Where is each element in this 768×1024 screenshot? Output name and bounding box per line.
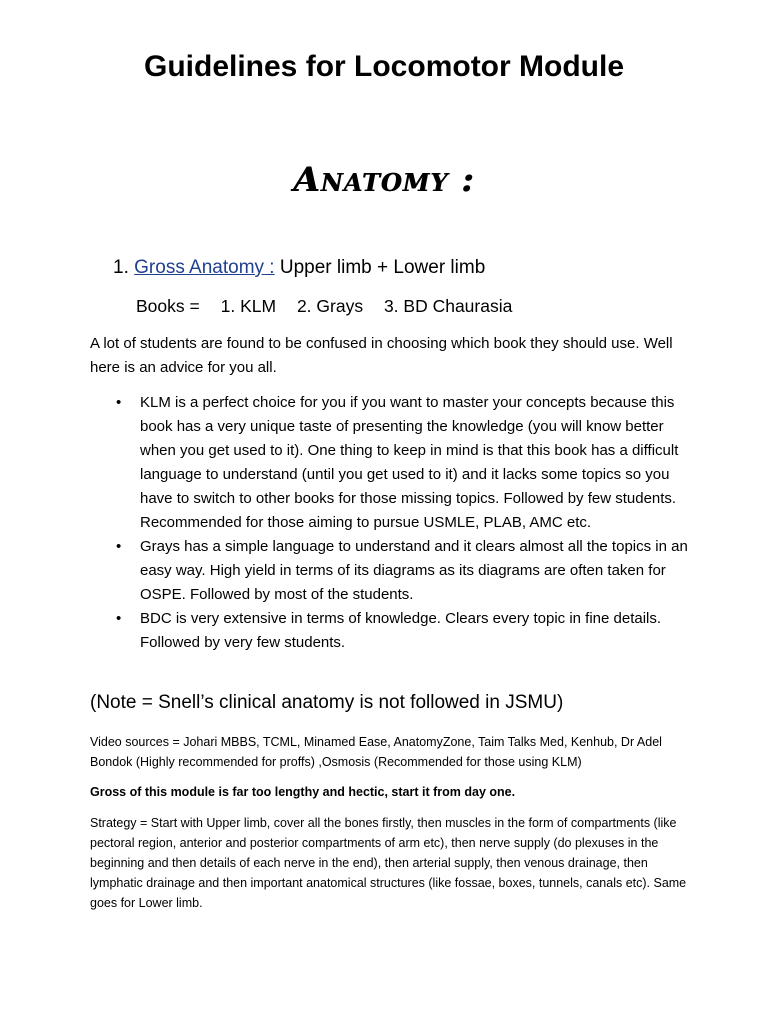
gross-anatomy-item — [113, 257, 485, 279]
list-item — [90, 535, 690, 607]
intro-paragraph: A lot of students are found to be confused in choosing which book they should use. Well here is an advice for you all. — [90, 335, 673, 376]
section-heading: Anatomy : — [293, 160, 475, 200]
book-klm: 1. KLM — [220, 296, 277, 316]
book-grays: 2. Grays — [296, 296, 364, 316]
page-title: Guidelines for Locomotor Module — [144, 50, 624, 83]
list-item-text: BDC is very extensive in terms of knowledge. Clears every topic in fine details. Followed by very few students. — [140, 610, 662, 651]
list-item — [90, 391, 690, 535]
book-advice-list — [90, 391, 690, 655]
list-item-text: Grays has a simple language to understand and it clears almost all the topics in an easy way. High yield in terms of its diagrams as its diagrams are often taken for OSPE. Followed by most of the students. — [140, 538, 688, 603]
item-number: 1. — [113, 257, 129, 278]
gross-warning: Gross of this module is far too lengthy and hectic, start it from day one. — [90, 785, 516, 799]
list-item-text: KLM is a perfect choice for you if you want to master your concepts because this book has a very unique taste of presenting the knowledge (you will know better when you get used to it). One thing to keep in mind is that this book has a difficult language to understand (until you get used to it) and it lacks some topics so you have to switch to other books for those missing topics. Followed by few students. Recommended for those aiming to pursue USMLE, PLAB, AMC etc. — [140, 394, 679, 531]
bullet-icon: • — [116, 610, 122, 627]
book-bdc: 3. BD Chaurasia — [383, 296, 513, 316]
gross-anatomy-link[interactable]: Gross Anatomy : — [134, 257, 275, 278]
books-line — [136, 296, 528, 317]
list-item — [90, 607, 690, 655]
strategy-paragraph: Strategy = Start with Upper limb, cover all the bones firstly, then muscles in the form of compartments (like pectoral region, anterior and posterior compartments of arm etc), then nerve supply (do plexuses in the beginning and then details of each nerve in the end), then arterial supply, then venous drainage, then lymphatic drainage and then important anatomical structures (like fossae, boxes, tunnels, canals etc). Same goes for Lower limb. — [90, 816, 687, 910]
books-label: Books = — [136, 296, 200, 316]
video-sources: Video sources = Johari MBBS, TCML, Minamed Ease, AnatomyZone, Taim Talks Med, Kenhub, Dr Adel Bondok (Highly recommended for proffs) ,Osmosis (Recommended for those using KLM) — [90, 735, 662, 769]
bullet-icon: • — [116, 394, 122, 411]
note-line: (Note = Snell’s clinical anatomy is not followed in JSMU) — [90, 692, 564, 713]
item-rest: Upper limb + Lower limb — [279, 257, 486, 278]
bullet-icon: • — [116, 538, 122, 555]
